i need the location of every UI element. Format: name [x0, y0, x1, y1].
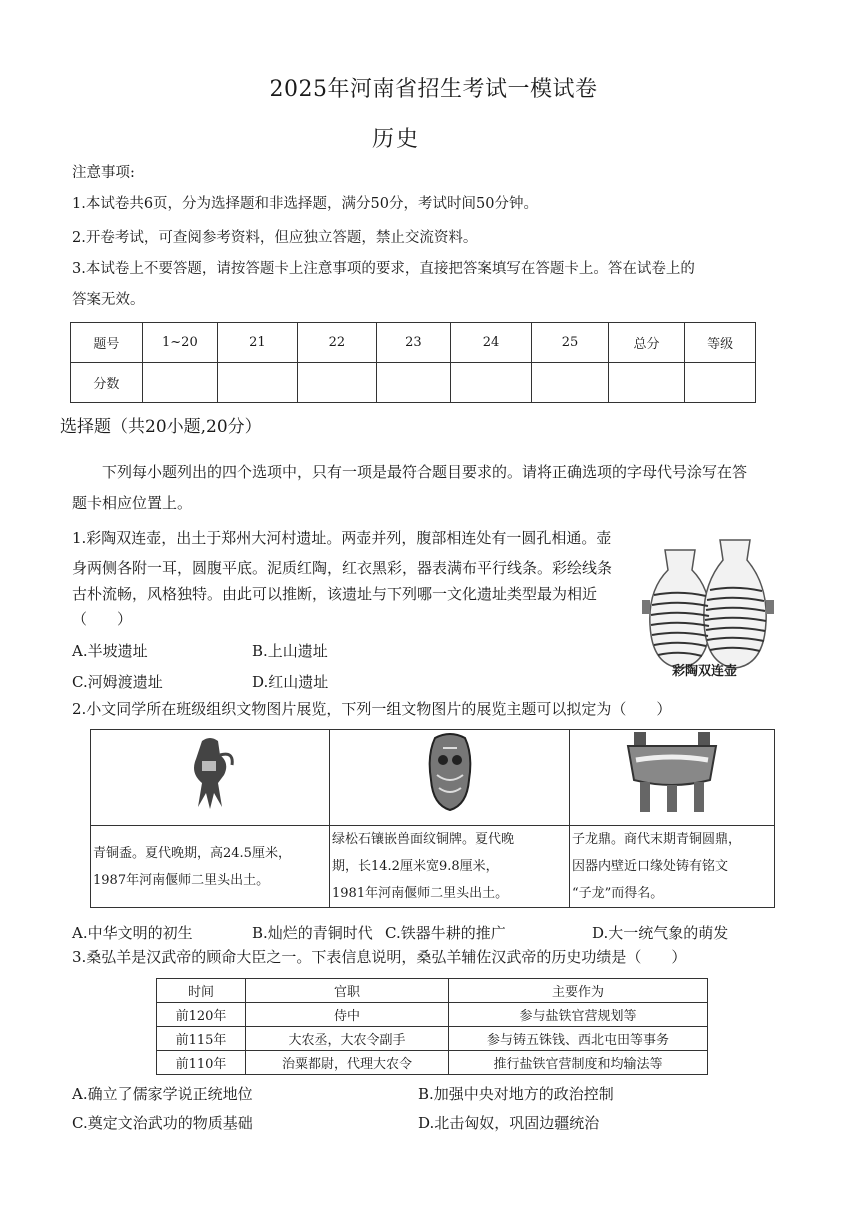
relic-image-cell	[570, 730, 775, 826]
q3-table-cell: 前115年	[157, 1027, 246, 1051]
q3-table	[156, 978, 708, 1075]
q1-line: 古朴流畅，风格独特。由此可以推断，该遗址与下列哪一文化遗址类型最为相近	[72, 585, 598, 603]
score-header-cell: 21	[218, 323, 297, 363]
q2-stem: 2.小文同学所在班级组织文物图片展览，下列一组文物图片的展览主题可以拟定为（ ）	[72, 700, 672, 718]
relic-caption-line: “子龙”而得名。	[572, 886, 664, 901]
score-header-cell: 22	[297, 323, 376, 363]
score-cell	[685, 363, 756, 403]
q3-option-b[interactable]: B.加强中央对地方的政治控制	[418, 1085, 614, 1103]
relic-image-cell	[91, 730, 330, 826]
notes-item: 1.本试卷共6页，分为选择题和非选择题，满分50分，考试时间50分钟。	[72, 196, 538, 212]
score-cell	[450, 363, 531, 403]
turquoise-plaque-icon	[425, 730, 475, 815]
q3-table-header: 官职	[246, 979, 449, 1003]
q1-option-a[interactable]: A.半坡遗址	[72, 642, 148, 660]
score-header-cell: 题号	[71, 323, 143, 363]
subject-title: 历史	[372, 127, 421, 152]
q1-option-c[interactable]: C.河姆渡遗址	[72, 673, 163, 691]
score-header-cell: 1~20	[142, 323, 217, 363]
section-instruction: 下列每小题列出的四个选项中，只有一项是最符合题目要求的。请将正确选项的字母代号涂写在答	[102, 463, 748, 481]
score-header-cell: 24	[450, 323, 531, 363]
score-header-cell: 总分	[608, 323, 684, 363]
pot-caption: 彩陶双连壶	[672, 664, 738, 679]
q3-option-a[interactable]: A.确立了儒家学说正统地位	[72, 1085, 253, 1103]
score-cell	[297, 363, 376, 403]
q3-table-header: 时间	[157, 979, 246, 1003]
score-cell	[142, 363, 217, 403]
q1-line: 身两侧各附一耳，圆腹平底。泥质红陶，红衣黑彩，器表满布平行线条。彩绘线条	[72, 559, 613, 577]
score-cell	[377, 363, 451, 403]
q2-option-b[interactable]: B.灿烂的青铜时代	[252, 924, 373, 942]
q1-option-d[interactable]: D.红山遗址	[252, 673, 329, 691]
q2-option-d[interactable]: D.大一统气象的萌发	[592, 924, 729, 942]
q1-option-b[interactable]: B.上山遗址	[252, 642, 328, 660]
section-instruction: 题卡相应位置上。	[72, 494, 193, 512]
q3-table-cell: 前120年	[157, 1003, 246, 1027]
bronze-ding-icon	[622, 730, 722, 815]
score-cell	[532, 363, 609, 403]
relic-caption-line: 青铜盉。夏代晚期，高24.5厘米，	[93, 845, 291, 861]
q3-table-cell: 参与盐铁官营规划等	[449, 1003, 708, 1027]
relics-table	[90, 729, 775, 908]
q1-line: （ ）	[72, 610, 133, 628]
q3-table-cell: 大农丞，大农令副手	[246, 1027, 449, 1051]
notes-item: 2.开卷考试，可查阅参考资料，但应独立答题，禁止交流资料。	[72, 230, 478, 246]
score-header-cell: 等级	[685, 323, 756, 363]
section-title: 选择题（共20小题,20分）	[60, 417, 262, 437]
relic-caption-line: 1981年河南偃师二里头出土。	[332, 886, 509, 901]
q2-option-c[interactable]: C.铁器牛耕的推广	[385, 924, 506, 942]
q3-stem: 3.桑弘羊是汉武帝的顾命大臣之一。下表信息说明，桑弘羊辅佐汉武帝的历史功绩是（ ）	[72, 948, 687, 966]
score-cell	[218, 363, 297, 403]
relic-caption-line: 因器内壁近口缘处铸有铭文	[572, 859, 729, 874]
q3-option-d[interactable]: D.北击匈奴，巩固边疆统治	[418, 1114, 600, 1132]
score-header-cell: 23	[377, 323, 451, 363]
q3-table-cell: 治粟都尉，代理大农令	[246, 1051, 449, 1075]
score-table	[70, 322, 756, 403]
relic-caption-line: 期，长14.2厘米宽9.8厘米，	[332, 859, 499, 874]
exam-title: 2025年河南省招生考试一模试卷	[269, 77, 598, 102]
relic-caption-line: 1987年河南偃师二里头出土。	[93, 872, 270, 888]
score-header-cell: 25	[532, 323, 609, 363]
relic-caption	[330, 826, 570, 908]
bronze-plate-icon	[180, 733, 240, 813]
score-cell	[608, 363, 684, 403]
relic-caption	[570, 826, 775, 908]
notes-heading: 注意事项:	[72, 165, 135, 181]
relic-caption-line: 子龙鼎。商代末期青铜圆鼎，	[572, 832, 742, 847]
q3-table-header: 主要作为	[449, 979, 708, 1003]
score-row-label: 分数	[71, 363, 143, 403]
notes-item: 答案无效。	[72, 292, 145, 308]
notes-item: 3.本试卷上不要答题，请按答题卡上注意事项的要求，直接把答案填写在答题卡上。答在试卷上的	[72, 261, 695, 277]
q3-option-c[interactable]: C.奠定文治武功的物质基础	[72, 1114, 253, 1132]
double-pot-image	[640, 530, 775, 680]
q3-table-cell: 推行盐铁官营制度和均输法等	[449, 1051, 708, 1075]
relic-caption-line: 绿松石镶嵌兽面纹铜牌。夏代晚	[332, 832, 515, 847]
q2-option-a[interactable]: A.中华文明的初生	[72, 924, 193, 942]
q3-table-cell: 前110年	[157, 1051, 246, 1075]
relic-caption	[91, 826, 330, 908]
q1-line: 1.彩陶双连壶，出土于郑州大河村遗址。两壶并列，腹部相连处有一圆孔相通。壶	[72, 529, 612, 547]
relic-image-cell	[330, 730, 570, 826]
q3-table-cell: 参与铸五铢钱、西北屯田等事务	[449, 1027, 708, 1051]
q1-stem	[72, 527, 640, 637]
q3-table-cell: 侍中	[246, 1003, 449, 1027]
